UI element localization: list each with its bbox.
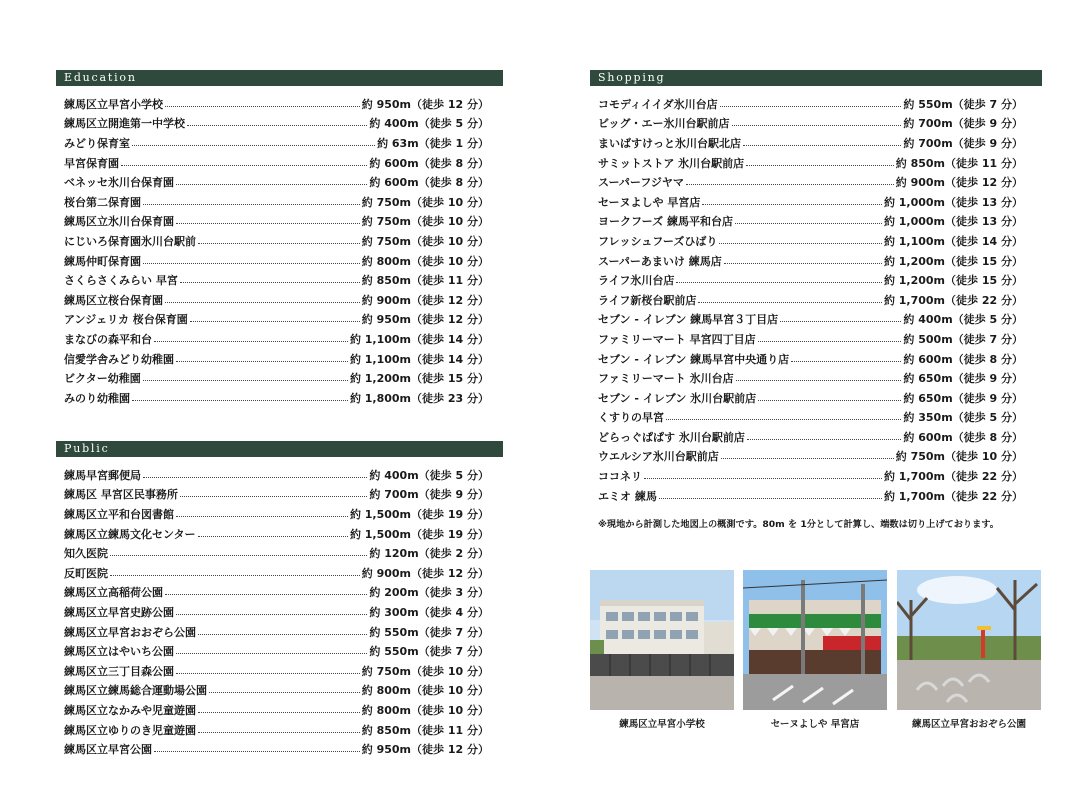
dotted-leader xyxy=(736,379,902,381)
list-item xyxy=(64,368,489,388)
dotted-leader xyxy=(143,476,367,478)
facility-name: 練馬区立早宮おおぞら公園 xyxy=(64,625,196,639)
facility-name: アンジェリカ 桜台保育園 xyxy=(64,313,188,327)
list-item xyxy=(64,270,489,290)
list-item xyxy=(64,720,489,740)
facility-name: くすりの早宮 xyxy=(598,411,664,425)
distance-value: 約 1,200m（徒歩 15 分） xyxy=(883,274,1023,288)
facility-name: 練馬区立開進第一中学校 xyxy=(64,117,185,131)
facility-name: 練馬区立高稲荷公園 xyxy=(64,586,163,600)
list-item xyxy=(598,212,1023,232)
dotted-leader xyxy=(758,340,902,342)
dotted-leader xyxy=(176,515,348,517)
dotted-leader xyxy=(666,418,901,420)
facility-name: まなびの森平和台 xyxy=(64,332,152,346)
dotted-leader xyxy=(746,164,894,166)
dotted-leader xyxy=(110,574,360,576)
distance-value: 約 600m（徒歩 8 分） xyxy=(903,352,1023,366)
facility-name: 練馬区立早宮公園 xyxy=(64,743,152,757)
public-header: Public xyxy=(56,441,503,457)
supermarket-photo-caption: セーヌよしや 早宮店 xyxy=(770,719,860,730)
distance-value: 約 750m（徒歩 10 分） xyxy=(361,664,489,678)
facility-name: ウエルシア氷川台駅前店 xyxy=(598,450,719,464)
list-item xyxy=(64,504,489,524)
dotted-leader xyxy=(176,672,360,674)
education-header: Education xyxy=(56,70,503,86)
list-item xyxy=(598,310,1023,330)
dotted-leader xyxy=(702,203,882,205)
distance-value: 約 700m（徒歩 9 分） xyxy=(369,488,489,502)
distance-value: 約 600m（徒歩 8 分） xyxy=(369,156,489,170)
dotted-leader xyxy=(719,242,882,244)
distance-value: 約 550m（徒歩 7 分） xyxy=(903,97,1023,111)
distance-value: 約 750m（徒歩 10 分） xyxy=(361,215,489,229)
park-photo-caption: 練馬区立早宮おおぞら公園 xyxy=(911,719,1026,730)
facility-name: ファミリーマート 早宮四丁目店 xyxy=(598,332,756,346)
dotted-leader xyxy=(198,535,348,537)
shopping-list xyxy=(598,94,1023,505)
dotted-leader xyxy=(143,262,360,264)
list-item xyxy=(64,153,489,173)
distance-value: 約 1,700m（徒歩 22 分） xyxy=(883,489,1023,503)
facility-name: みのり幼稚園 xyxy=(64,391,130,405)
dotted-leader xyxy=(659,497,882,499)
facility-name: まいばすけっと氷川台駅北店 xyxy=(598,136,741,150)
distance-value: 約 350m（徒歩 5 分） xyxy=(903,411,1023,425)
list-item xyxy=(64,172,489,192)
distance-value: 約 850m（徒歩 11 分） xyxy=(361,274,489,288)
facility-name: 練馬区立三丁目森公園 xyxy=(64,664,174,678)
distance-value: 約 850m（徒歩 11 分） xyxy=(361,723,489,737)
dotted-leader xyxy=(724,262,882,264)
distance-value: 約 1,100m（徒歩 14 分） xyxy=(349,352,489,366)
facility-name: 練馬区立練馬文化センター xyxy=(64,527,196,541)
facility-name: ビクター幼稚園 xyxy=(64,372,141,386)
distance-value: 約 700m（徒歩 9 分） xyxy=(903,117,1023,131)
list-item xyxy=(64,388,489,408)
shopping-header: Shopping xyxy=(590,70,1042,86)
distance-value: 約 200m（徒歩 3 分） xyxy=(369,586,489,600)
list-item xyxy=(64,465,489,485)
facility-name: 練馬仲町保育園 xyxy=(64,254,141,268)
dotted-leader xyxy=(187,124,367,126)
list-item xyxy=(598,447,1023,467)
distance-value: 約 1,100m（徒歩 14 分） xyxy=(349,332,489,346)
dotted-leader xyxy=(176,222,360,224)
dotted-leader xyxy=(176,652,367,654)
facility-name: サミットストア 氷川台駅前店 xyxy=(598,156,745,170)
distance-value: 約 1,700m（徒歩 22 分） xyxy=(883,293,1023,307)
distance-value: 約 1,700m（徒歩 22 分） xyxy=(883,470,1023,484)
facility-name: 桜台第二保育園 xyxy=(64,195,141,209)
list-item xyxy=(598,486,1023,506)
distance-value: 約 120m（徒歩 2 分） xyxy=(369,547,489,561)
dotted-leader xyxy=(644,477,882,479)
distance-value: 約 900m（徒歩 12 分） xyxy=(361,566,489,580)
dotted-leader xyxy=(176,360,348,362)
dotted-leader xyxy=(198,711,360,713)
dotted-leader xyxy=(198,242,360,244)
list-item xyxy=(64,290,489,310)
dotted-leader xyxy=(686,183,894,185)
public-list xyxy=(64,465,489,759)
list-item xyxy=(598,231,1023,251)
list-item xyxy=(64,700,489,720)
facility-name: セブン - イレブン 練馬早宮３丁目店 xyxy=(598,313,779,327)
list-item xyxy=(64,602,489,622)
dotted-leader xyxy=(176,183,367,185)
facility-name: 練馬早宮郵便局 xyxy=(64,468,141,482)
facility-name: ビッグ・エー氷川台駅前店 xyxy=(598,117,730,131)
distance-value: 約 400m（徒歩 5 分） xyxy=(369,468,489,482)
distance-value: 約 1,200m（徒歩 15 分） xyxy=(883,254,1023,268)
facility-name: にじいろ保育園氷川台駅前 xyxy=(64,234,196,248)
distance-value: 約 950m（徒歩 12 分） xyxy=(361,743,489,757)
list-item xyxy=(598,251,1023,271)
dotted-leader xyxy=(180,281,360,283)
distance-value: 約 750m（徒歩 10 分） xyxy=(895,450,1023,464)
facility-name: ファミリーマート 氷川台店 xyxy=(598,372,734,386)
facility-name: 早宮保育園 xyxy=(64,156,119,170)
park-photo xyxy=(897,570,1041,710)
list-item xyxy=(64,94,489,114)
list-item xyxy=(64,583,489,603)
dotted-leader xyxy=(154,340,348,342)
facility-name: 反町医院 xyxy=(64,566,108,580)
facility-name: 練馬区立早宮史跡公園 xyxy=(64,605,174,619)
distance-value: 約 400m（徒歩 5 分） xyxy=(903,313,1023,327)
distance-value: 約 63m（徒歩 1 分） xyxy=(377,136,489,150)
distance-value: 約 1,500m（徒歩 19 分） xyxy=(349,527,489,541)
distance-value: 約 800m（徒歩 10 分） xyxy=(361,684,489,698)
dotted-leader xyxy=(198,633,367,635)
dotted-leader xyxy=(190,320,360,322)
distance-value: 約 1,000m（徒歩 13 分） xyxy=(883,195,1023,209)
dotted-leader xyxy=(110,554,367,556)
list-item xyxy=(64,485,489,505)
list-item xyxy=(64,310,489,330)
school-photo xyxy=(590,570,734,710)
list-item xyxy=(64,641,489,661)
distance-value: 約 900m（徒歩 12 分） xyxy=(361,293,489,307)
facility-name: フレッシュフーズひばり xyxy=(598,234,718,248)
dotted-leader xyxy=(758,399,901,401)
dotted-leader xyxy=(747,438,902,440)
list-item xyxy=(64,251,489,271)
list-item xyxy=(64,681,489,701)
distance-value: 約 300m（徒歩 4 分） xyxy=(369,605,489,619)
list-item xyxy=(64,329,489,349)
list-item xyxy=(598,466,1023,486)
dotted-leader xyxy=(143,379,348,381)
facility-name: みどり保育室 xyxy=(64,136,130,150)
list-item xyxy=(64,349,489,369)
dotted-leader xyxy=(209,691,360,693)
list-item xyxy=(598,290,1023,310)
distance-value: 約 750m（徒歩 10 分） xyxy=(361,234,489,248)
list-item xyxy=(598,427,1023,447)
list-item xyxy=(598,270,1023,290)
list-item xyxy=(598,192,1023,212)
facility-name: 練馬区立平和台図書館 xyxy=(64,507,174,521)
distance-value: 約 400m（徒歩 5 分） xyxy=(369,117,489,131)
dotted-leader xyxy=(735,222,882,224)
facility-name: どらっぐぱぱす 氷川台駅前店 xyxy=(598,430,745,444)
facility-name: ライフ氷川台店 xyxy=(598,274,675,288)
dotted-leader xyxy=(180,495,368,497)
dotted-leader xyxy=(176,613,367,615)
distance-value: 約 1,800m（徒歩 23 分） xyxy=(349,391,489,405)
list-item xyxy=(64,563,489,583)
list-item xyxy=(598,94,1023,114)
facility-name: エミオ 練馬 xyxy=(598,489,657,503)
distance-value: 約 600m（徒歩 8 分） xyxy=(369,176,489,190)
facility-name: セブン - イレブン 氷川台駅前店 xyxy=(598,391,757,405)
facility-name: 練馬区立桜台保育園 xyxy=(64,293,163,307)
distance-value: 約 1,200m（徒歩 15 分） xyxy=(349,372,489,386)
facility-name: スーパーあまいけ 練馬店 xyxy=(598,254,722,268)
dotted-leader xyxy=(165,105,360,107)
facility-name: セブン - イレブン 練馬早宮中央通り店 xyxy=(598,352,790,366)
list-item xyxy=(64,212,489,232)
facility-name: ココネリ xyxy=(598,470,642,484)
list-item xyxy=(64,192,489,212)
distance-value: 約 850m（徒歩 11 分） xyxy=(895,156,1023,170)
facility-name: 信愛学舎みどり幼稚園 xyxy=(64,352,174,366)
facility-name: 練馬区立早宮小学校 xyxy=(64,97,163,111)
list-item xyxy=(598,172,1023,192)
dotted-leader xyxy=(732,124,902,126)
dotted-leader xyxy=(198,731,360,733)
list-item xyxy=(598,388,1023,408)
list-item xyxy=(598,408,1023,428)
distance-value: 約 1,500m（徒歩 19 分） xyxy=(349,507,489,521)
distance-value: 約 950m（徒歩 12 分） xyxy=(361,97,489,111)
list-item xyxy=(64,231,489,251)
dotted-leader xyxy=(121,164,367,166)
list-item xyxy=(64,524,489,544)
facility-name: セーヌよしや 早宮店 xyxy=(598,195,701,209)
facility-name: 練馬区立氷川台保育園 xyxy=(64,215,174,229)
dotted-leader xyxy=(743,144,901,146)
distance-value: 約 800m（徒歩 10 分） xyxy=(361,703,489,717)
list-item xyxy=(598,349,1023,369)
dotted-leader xyxy=(780,320,901,322)
dotted-leader xyxy=(698,301,882,303)
dotted-leader xyxy=(154,750,360,752)
facility-name: 練馬区立はやいち公園 xyxy=(64,645,174,659)
dotted-leader xyxy=(165,593,367,595)
list-item xyxy=(64,739,489,759)
distance-value: 約 650m（徒歩 9 分） xyxy=(903,391,1023,405)
dotted-leader xyxy=(721,457,894,459)
list-item xyxy=(64,114,489,134)
facility-name: ヨークフーズ 練馬平和台店 xyxy=(598,215,733,229)
dotted-leader xyxy=(720,105,902,107)
distance-value: 約 1,100m（徒歩 14 分） xyxy=(883,234,1023,248)
facility-name: コモディイイダ氷川台店 xyxy=(598,97,718,111)
distance-value: 約 500m（徒歩 7 分） xyxy=(903,332,1023,346)
list-item xyxy=(64,661,489,681)
list-item xyxy=(598,114,1023,134)
list-item xyxy=(64,622,489,642)
list-item xyxy=(598,368,1023,388)
facility-name: 練馬区立なかみや児童遊園 xyxy=(64,703,196,717)
distance-value: 約 600m（徒歩 8 分） xyxy=(903,430,1023,444)
facility-name: ライフ新桜台駅前店 xyxy=(598,293,697,307)
distance-value: 約 650m（徒歩 9 分） xyxy=(903,372,1023,386)
list-item xyxy=(598,153,1023,173)
dotted-leader xyxy=(676,281,882,283)
distance-value: 約 750m（徒歩 10 分） xyxy=(361,195,489,209)
distance-value: 約 950m（徒歩 12 分） xyxy=(361,313,489,327)
school-photo-caption: 練馬区立早宮小学校 xyxy=(619,719,705,730)
list-item xyxy=(64,133,489,153)
facility-name: スーパーフジヤマ xyxy=(598,176,684,190)
list-item xyxy=(598,133,1023,153)
distance-value: 約 800m（徒歩 10 分） xyxy=(361,254,489,268)
distance-note: ※現地から計測した地図上の概測です。80m を 1分として計算し、端数は切り上げております。 xyxy=(598,519,999,530)
distance-value: 約 700m（徒歩 9 分） xyxy=(903,136,1023,150)
facility-name: さくらさくみらい 早宮 xyxy=(64,274,178,288)
list-item xyxy=(64,543,489,563)
dotted-leader xyxy=(132,399,348,401)
supermarket-photo xyxy=(743,570,887,710)
facility-name: ベネッセ氷川台保育園 xyxy=(64,176,174,190)
distance-value: 約 1,000m（徒歩 13 分） xyxy=(883,215,1023,229)
facility-name: 練馬区立練馬総合運動場公園 xyxy=(64,684,207,698)
dotted-leader xyxy=(791,360,901,362)
dotted-leader xyxy=(143,203,360,205)
facility-name: 知久医院 xyxy=(64,547,108,561)
dotted-leader xyxy=(165,301,360,303)
distance-value: 約 550m（徒歩 7 分） xyxy=(369,645,489,659)
dotted-leader xyxy=(132,144,375,146)
list-item xyxy=(598,329,1023,349)
facility-name: 練馬区立ゆりのき児童遊園 xyxy=(64,723,196,737)
facility-name: 練馬区 早宮区民事務所 xyxy=(64,488,178,502)
education-list xyxy=(64,94,489,408)
distance-value: 約 550m（徒歩 7 分） xyxy=(369,625,489,639)
distance-value: 約 900m（徒歩 12 分） xyxy=(895,176,1023,190)
